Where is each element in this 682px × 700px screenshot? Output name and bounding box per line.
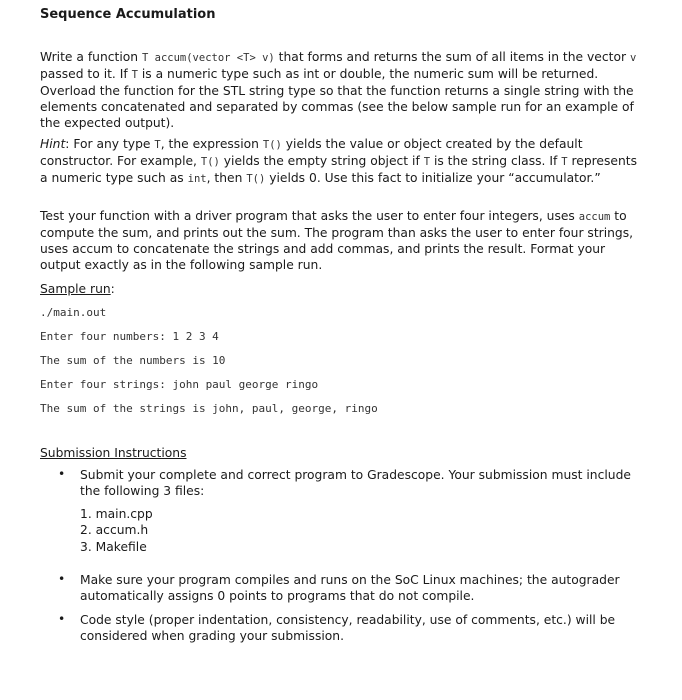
sample-line: The sum of the numbers is 10	[40, 354, 226, 367]
code-signature: T accum(vector <T> v)	[141, 52, 275, 64]
code-T: T	[561, 156, 568, 168]
bullet-icon: •	[58, 612, 66, 626]
sample-line: Enter four strings: john paul george ringo	[40, 378, 319, 391]
code-accum: accum	[578, 211, 611, 223]
text: passed to it. If	[40, 67, 128, 81]
colon: :	[110, 282, 115, 296]
text: Test your function with a driver program that asks the user to enter four integers, uses	[40, 209, 575, 223]
file-item: 1. main.cpp	[80, 507, 153, 521]
sample-run-label: Sample run	[40, 282, 111, 296]
text: is the string class. If	[433, 154, 558, 168]
sample-line: The sum of the strings is john, paul, george, ringo	[40, 402, 378, 415]
intro-paragraph	[40, 49, 640, 131]
code-T: T	[154, 139, 161, 151]
page-title: Sequence Accumulation	[40, 7, 216, 22]
text: represents a numeric type such as	[40, 154, 637, 185]
code-T: T	[423, 156, 431, 168]
hint-paragraph	[40, 136, 640, 187]
text: Write a function	[40, 50, 139, 64]
code-v: v	[629, 52, 637, 64]
bullet-icon: •	[58, 572, 66, 586]
code-int: int	[187, 173, 207, 185]
sample-line: ./main.out	[40, 306, 107, 319]
code-T-ctor: T()	[262, 139, 282, 151]
bullet-text: Code style (proper indentation, consistency, readability, use of comments, etc.) will be considered when grading your submission.	[80, 613, 616, 643]
driver-paragraph	[40, 208, 640, 273]
code-T-ctor: T()	[246, 173, 266, 185]
text: is a numeric type such as int or double, the numeric sum will be returned. Overload the function for the STL string type so that the function returns a single string with the elements concatenated and separated by commas (see the below sample run for an example of the expected output).	[40, 67, 634, 130]
bullet-text: Make sure your program compiles and runs on the SoC Linux machines; the autograder automatically assigns 0 points to programs that do not compile.	[80, 573, 620, 603]
sample-run-heading	[40, 281, 640, 297]
file-item: 2. accum.h	[80, 523, 149, 537]
text: , the expression	[160, 137, 259, 151]
bullet-text: Submit your complete and correct program to Gradescope. Your submission must include the following 3 files:	[80, 468, 631, 498]
text: yields 0. Use this fact to initialize your “accumulator.”	[269, 171, 601, 185]
file-item: 3. Makefile	[80, 540, 147, 554]
text: to compute the sum, and prints out the sum. The program than asks the user to enter four strings, uses accum to concatenate the strings and add commas, and prints the result. Format your output exactly as in the following sample run.	[40, 209, 634, 272]
text: yields the value or object created by the default constructor. For example,	[40, 137, 583, 168]
bullet-icon: •	[58, 467, 66, 481]
text: that forms and returns the sum of all items in the vector	[278, 50, 627, 64]
code-T: T	[131, 69, 138, 81]
code-T-ctor: T()	[200, 156, 220, 168]
text: : For any type	[65, 137, 151, 151]
text: yields the empty string object if	[223, 154, 420, 168]
submission-heading: Submission Instructions	[40, 446, 187, 460]
text: , then	[206, 171, 243, 185]
hint-label: Hint	[40, 137, 66, 151]
sample-line: Enter four numbers: 1 2 3 4	[40, 330, 219, 343]
